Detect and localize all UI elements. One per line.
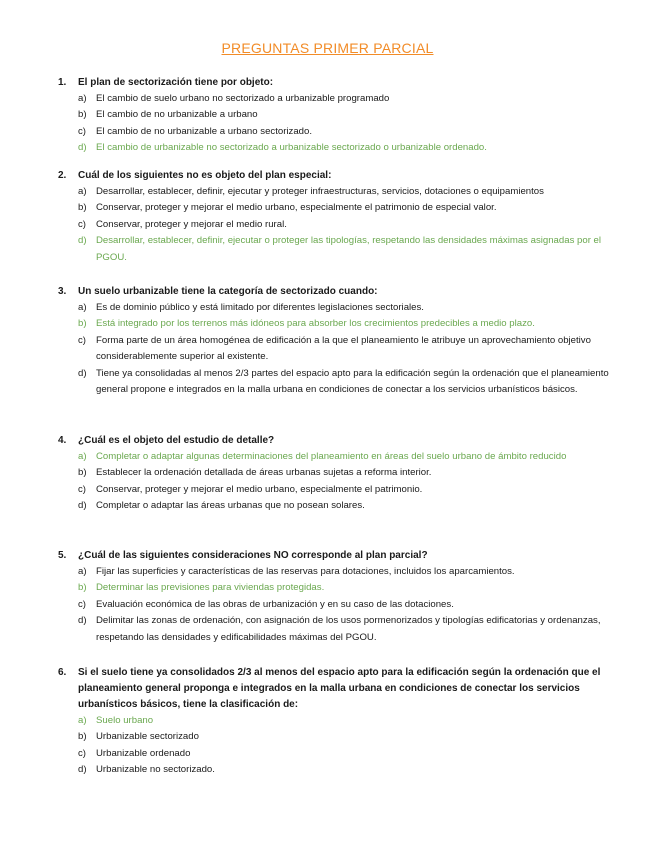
option-letter: d) bbox=[78, 615, 87, 627]
option-text: Suelo urbano bbox=[96, 715, 154, 726]
answer-option-c bbox=[58, 482, 628, 498]
option-letter: c) bbox=[78, 483, 86, 495]
question-3 bbox=[58, 284, 628, 398]
answer-option-c bbox=[58, 746, 628, 762]
option-letter: c) bbox=[78, 334, 86, 346]
answer-option-d bbox=[58, 613, 628, 646]
option-letter: c) bbox=[78, 125, 86, 137]
option-text: El cambio de urbanizable no sectorizado a urbanizable sectorizado o urbanizable ordenado. bbox=[96, 142, 487, 154]
answer-option-a bbox=[58, 564, 628, 580]
option-letter: d) bbox=[78, 142, 87, 154]
question-number: 2. bbox=[58, 170, 67, 181]
option-text: Fijar las superficies y características de las reservas para dotaciones, incluidos los aparcamientos. bbox=[96, 566, 515, 577]
option-text: Urbanizable sectorizado bbox=[96, 731, 199, 743]
question-1 bbox=[58, 75, 628, 157]
option-text: Completar o adaptar las áreas urbanas que no posean solares. bbox=[96, 500, 365, 512]
question-heading bbox=[58, 433, 628, 449]
question-2 bbox=[58, 168, 628, 266]
option-letter: c) bbox=[78, 598, 86, 610]
option-text: Urbanizable ordenado bbox=[96, 747, 191, 759]
option-text: Determinar las previsiones para viviendas protegidas. bbox=[96, 582, 325, 594]
option-letter: b) bbox=[78, 467, 87, 479]
option-text: El cambio de suelo urbano no sectorizado a urbanizable programado bbox=[96, 93, 390, 104]
option-text: Completar o adaptar algunas determinaciones del planeamiento en áreas del suelo urbano de ámbito reducido bbox=[96, 451, 567, 462]
question-text: ¿Cuál de las siguientes consideraciones NO corresponde al plan parcial? bbox=[78, 550, 428, 561]
option-text: Conservar, proteger y mejorar el medio urbano, especialmente el patrimonio de especial valor. bbox=[96, 202, 497, 214]
question-number: 3. bbox=[58, 286, 67, 297]
option-text: Desarrollar, establecer, definir, ejecutar y proteger infraestructuras, servicios, dotaciones o equipamientos bbox=[96, 186, 544, 197]
option-text: Está integrado por los terrenos más idóneos para absorber los crecimientos predecibles a medio plazo. bbox=[96, 318, 535, 330]
answer-option-d bbox=[58, 762, 628, 778]
option-text: Delimitar las zonas de ordenación, con asignación de los usos pormenorizados y tipologías edificatorias y ordenanzas, respetando las densidades y edificabilidades máximas del PGOU. bbox=[96, 615, 601, 643]
option-text: Conservar, proteger y mejorar el medio rural. bbox=[96, 218, 287, 230]
question-text: Si el suelo tiene ya consolidados 2/3 al menos del espacio apto para la edificación según la ordenación que el planeamiento general proponga e integrados en la malla urbana en condiciones de conectar los servicios urbanísticos básicos, tiene la clasificación de: bbox=[78, 667, 601, 710]
option-letter: b) bbox=[78, 109, 87, 121]
question-number: 6. bbox=[58, 667, 67, 678]
option-letter: a) bbox=[78, 186, 87, 197]
option-letter: c) bbox=[78, 218, 86, 230]
question-heading bbox=[58, 284, 628, 300]
option-text: Forma parte de un área homogénea de edificación a la que el planeamiento le atribuye un aprovechamiento objetivo considerablemente superior al existente. bbox=[96, 334, 591, 363]
option-letter: a) bbox=[78, 451, 87, 462]
question-4 bbox=[58, 433, 628, 515]
question-heading bbox=[58, 75, 628, 91]
option-text: Tiene ya consolidadas al menos 2/3 partes del espacio apto para la edificación según la ordenación que el planeamiento general propone e integrados en la malla urbana en condiciones de conectar a los servicios urbanísticos básicos. bbox=[96, 367, 609, 396]
option-letter: d) bbox=[78, 764, 87, 776]
option-text: Urbanizable no sectorizado. bbox=[96, 764, 215, 776]
option-text: Es de dominio público y está limitado por diferentes legislaciones sectoriales. bbox=[96, 302, 424, 313]
question-5 bbox=[58, 548, 628, 646]
option-text: Conservar, proteger y mejorar el medio urbano, especialmente el patrimonio. bbox=[96, 483, 423, 495]
question-heading bbox=[58, 548, 628, 564]
answer-option-c bbox=[58, 597, 628, 613]
answer-option-d-correct bbox=[58, 140, 628, 156]
option-text: El cambio de no urbanizable a urbano bbox=[96, 109, 258, 121]
option-letter: a) bbox=[78, 715, 87, 726]
option-letter: a) bbox=[78, 93, 87, 104]
answer-option-b bbox=[58, 107, 628, 123]
question-number: 4. bbox=[58, 435, 67, 446]
answer-option-a bbox=[58, 300, 628, 316]
option-text: Establecer la ordenación detallada de áreas urbanas sujetas a reforma interior. bbox=[96, 467, 432, 479]
answer-option-b-correct bbox=[58, 580, 628, 596]
option-letter: d) bbox=[78, 235, 87, 247]
answer-option-a-correct bbox=[58, 713, 628, 729]
option-letter: a) bbox=[78, 566, 87, 577]
option-text: Evaluación económica de las obras de urbanización y en su caso de las dotaciones. bbox=[96, 598, 454, 610]
page-title: PREGUNTAS PRIMER PARCIAL bbox=[221, 40, 434, 56]
question-number: 1. bbox=[58, 77, 67, 88]
answer-option-c bbox=[58, 333, 628, 366]
question-text: Cuál de los siguientes no es objeto del plan especial: bbox=[78, 170, 332, 181]
option-letter: b) bbox=[78, 582, 87, 594]
question-text: Un suelo urbanizable tiene la categoría de sectorizado cuando: bbox=[78, 286, 378, 297]
question-heading bbox=[58, 665, 628, 713]
option-letter: b) bbox=[78, 731, 87, 743]
option-text: El cambio de no urbanizable a urbano sectorizado. bbox=[96, 125, 312, 137]
question-6 bbox=[58, 665, 628, 779]
option-text: Desarrollar, establecer, definir, ejecutar o proteger las tipologías, respetando las densidades máximas asignadas por el PGOU. bbox=[96, 235, 602, 263]
answer-option-b bbox=[58, 200, 628, 216]
option-letter: c) bbox=[78, 747, 86, 759]
option-letter: d) bbox=[78, 367, 87, 379]
answer-option-a-correct bbox=[58, 449, 628, 465]
answer-option-a bbox=[58, 184, 628, 200]
option-letter: a) bbox=[78, 302, 87, 313]
question-text: El plan de sectorización tiene por objeto: bbox=[78, 77, 274, 88]
answer-option-d bbox=[58, 498, 628, 514]
answer-option-b-correct bbox=[58, 316, 628, 332]
answer-option-b bbox=[58, 729, 628, 745]
question-number: 5. bbox=[58, 550, 67, 561]
answer-option-a bbox=[58, 91, 628, 107]
question-heading bbox=[58, 168, 628, 184]
answer-option-d-correct bbox=[58, 233, 628, 266]
option-letter: d) bbox=[78, 500, 87, 512]
answer-option-c bbox=[58, 124, 628, 140]
answer-option-b bbox=[58, 465, 628, 481]
option-letter: b) bbox=[78, 202, 87, 214]
answer-option-d bbox=[58, 366, 628, 399]
answer-option-c bbox=[58, 217, 628, 233]
question-text: ¿Cuál es el objeto del estudio de detalle? bbox=[78, 435, 275, 446]
option-letter: b) bbox=[78, 318, 87, 330]
